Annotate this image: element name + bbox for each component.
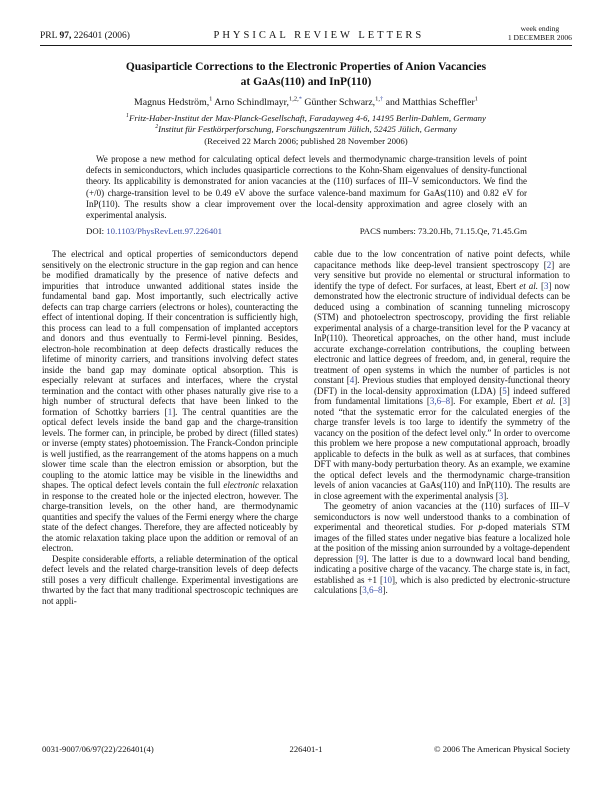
abstract-text: We propose a new method for calculating optical defect levels and thermodynamic charge-transition levels of point defects in semiconductors, which includes quasiparticle corrections to the Kohn-Sham eigenvalues of density-functional theory. Its applicability is demonstrated for anion vacancies at the (110) surfaces of III–V semiconductors. We find the (+/0) charge-transition level to be 0.49 eV above the surface valence-band maximum for GaAs(110) and 0.82 eV for InP(110). The results show a clear improvement over the local-density approximation and agree closely with an experimental analysis.	[86, 154, 527, 221]
affiliation-2: $^2$Institut für Festkörperforschung, Forschungszentrum Jülich, 52425 Jülich, Germany	[155, 124, 457, 134]
text-segment: 1	[209, 95, 213, 103]
citation-link[interactable]: †	[379, 95, 384, 103]
text-segment: 1	[126, 113, 129, 120]
citation-link[interactable]: 3,6–8	[429, 396, 451, 406]
paragraph: cable due to the low concentration of native point defects, while capacitance methods like deep-level transient spectroscopy [2] are very sensitive but provide no elemental or structural information to identify the type of defect. For surfaces, at least, Ebert et al. [3] now demonstrated how the electronic structure of individual defects can be deduced using a combination of scanning tunneling microscopy (STM) and photoelectron spectroscopy, providing the first reliable experimental analysis of a charge-transition level for the P vacancy at InP(110). Theoretical approaches, on the other hand, must include accurate exchange-correlation contributions, the coupling between electronic and lattice degrees of freedom, and, in general, require the treatment of open systems in which the number of particles is not constant [4]. Previous studies that employed density-functional theory (DFT) in the local-density approximation (LDA) [5] indeed suffered from fundamental limitations [3,6–8]. For example, Ebert et al. [3] noted “that the systematic error for the calculated energies of the charge transfer levels is too large to identify the symmetry of the vacancy on the position of the defect level only.” In order to overcome this problem we here propose a new computational approach, broadly applicable to defects in the bulk as well as at surfaces, that combines DFT with many-body perturbation theory. As an example, we examine the optical defect levels and the thermodynamic charge-transition levels of anion vacancies at GaAs(110) and InP(110). The results are in close agreement with the experimental analysis [3].	[314, 249, 571, 501]
affiliation-1: $^1$Fritz-Haber-Institut der Max-Planck-Gesellschaft, Faradayweg 4-6, 14195 Berlin-Dahlem, Germany	[126, 113, 486, 123]
citation-link[interactable]: 9	[358, 553, 364, 564]
text-segment: 1,2,	[289, 95, 299, 103]
citation-link[interactable]: 3	[562, 396, 568, 406]
issue-date: 1 DECEMBER 2006	[507, 33, 572, 42]
text-segment: p	[478, 522, 483, 532]
doi-pacs-row	[86, 226, 527, 236]
journal-header	[40, 24, 572, 46]
issn-code: 0031-9007/06/97(22)/226401(4)	[42, 744, 154, 754]
citation-link[interactable]: *	[298, 95, 302, 103]
citation-link[interactable]: 1	[167, 406, 173, 417]
journal-name: PHYSICAL REVIEW LETTERS	[213, 30, 425, 41]
doi-line	[86, 226, 222, 236]
text-segment: et al.	[519, 280, 538, 291]
text-segment: 2	[155, 124, 159, 131]
journal-reference: PRL 97, 226401 (2006)	[40, 31, 130, 41]
affiliations	[50, 113, 562, 135]
doi-link[interactable]: 10.1103/PhysRevLett.97.226401	[106, 226, 223, 236]
text-segment: electronic	[223, 480, 260, 490]
authors-line: Magnus Hedström,$^1$ Arno Schindlmayr,$^{1,2,*}$ Günther Schwarz,$^{1,\dagger}$ and Matthias Scheffler$^1$	[134, 95, 478, 108]
page-footer	[42, 744, 570, 754]
abstract	[86, 154, 527, 221]
text-segment: 97,	[59, 31, 72, 41]
text-segment: 1,	[375, 95, 380, 103]
paragraph: Despite considerable efforts, a reliable determination of the optical defect levels and the related charge-transition levels of deep defects still poses a very difficult challenge. Experimental investigations are thwarted by the fact that many traditional spectroscopic techniques are not appli-	[42, 553, 298, 606]
title-line-1: Quasiparticle Corrections to the Electronic Properties of Anion Vacancies	[125, 61, 487, 73]
citation-link[interactable]: 3	[544, 280, 549, 291]
doi-label: DOI:	[86, 226, 107, 236]
citation-link[interactable]: 5	[502, 385, 507, 396]
pacs-numbers: PACS numbers: 73.20.Hb, 71.15.Qe, 71.45.Gm	[359, 226, 527, 236]
column-right	[314, 249, 570, 596]
paragraph: The electrical and optical properties of semiconductors depend sensitively on the electronic structure in the gap region and can hence be modified dramatically by the presence of native defects and impurities that introduce unwanted additional states inside the fundamental band gap. Most importantly, such electrically active defects can trap charge carriers (electrons or holes), counteracting the effect of intentional doping. If their concentration is sufficiently high, this process can lead to a full compensation of implanted acceptors and donors and thus eventually to Fermi-level pinning. Besides, electron-hole recombination at deep defects drastically reduces the lifetime of minority carriers, and transitions involving defect states inside the band gap may dominate optical absorption. This is especially relevant at surfaces and interfaces, where the crystal termination and the contact with other phases naturally give rise to a high number of structural defects that have been linked to the formation of Schottky barriers [1]. The central quantities are the optical defect levels inside the band gap and the charge-transition levels. The former can, in principle, be probed by direct (filled states) or inverse (empty states) photoemission. The Franck-Condon principle is well justified, as the rearrangement of the atoms happens on a much slower time scale than the electron emission or absorption, but the coupling to the atomic lattice may be visible in the linewidths and shapes. The optical defect levels contain the full electronic relaxation in response to the created hole or the injected electron, however. The charge-transition levels, on the other hand, are thermodynamic quantities and specify the values of the Fermi energy where the charge state of the defect changes. Therefore, they are affected noticeably by the atomic relaxation taking place upon the addition or removal of an electron.	[42, 249, 298, 553]
text-segment: 1	[474, 95, 478, 103]
paragraph: The geometry of anion vacancies at the (110) surfaces of III–V semiconductors is now well understood thanks to a combination of experimental and theoretical studies. For p-doped materials STM images of the filled states under negative bias feature a localized hole at the position of the missing anion surrounded by a voltage-dependent depression [9]. The latter is due to a downward local band bending, indicating a positive charge of the vacancy. The charge state is, in fact, established as +1 [10], which is also predicted by electronic-structure calculations [3,6–8].	[314, 501, 571, 595]
copyright-notice: © 2006 The American Physical Society	[434, 744, 570, 754]
page-number: 226401-1	[289, 744, 323, 754]
citation-link[interactable]: 3,6–8	[362, 585, 383, 595]
text-segment: et al.	[535, 396, 556, 406]
citation-link[interactable]: 10	[382, 574, 392, 585]
page-title	[60, 60, 552, 90]
week-ending-label: week ending	[520, 24, 560, 33]
week-ending-date	[508, 24, 572, 42]
received-line: (Received 22 March 2006; published 28 November 2006)	[204, 136, 408, 146]
citation-link[interactable]: 4	[349, 375, 355, 385]
column-left	[42, 249, 298, 606]
title-line-2: at GaAs(110) and InP(110)	[240, 76, 372, 88]
citation-link[interactable]: 3	[498, 490, 504, 501]
citation-link[interactable]: 2	[546, 259, 552, 270]
